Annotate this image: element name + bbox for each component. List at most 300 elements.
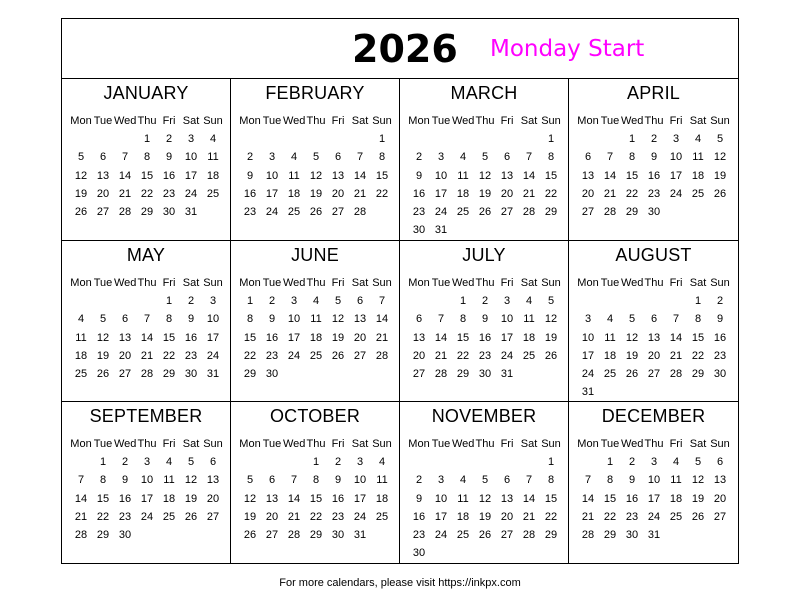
day-cell: 22 [625, 187, 639, 200]
day-cell: 26 [96, 368, 110, 381]
day-cell: 2 [268, 295, 276, 307]
day-cell: 28 [581, 529, 595, 542]
day-cell: 19 [309, 187, 323, 200]
day-cell: 28 [375, 349, 389, 362]
day-cell: 15 [544, 169, 558, 182]
day-cell: 3 [437, 474, 445, 487]
day-cell: 16 [647, 169, 661, 182]
weekday-label: Fri [500, 438, 514, 450]
day-cell: 2 [165, 133, 173, 145]
day-cell: 25 [74, 368, 88, 381]
day-cell: 27 [265, 529, 279, 542]
day-cell: 18 [375, 492, 389, 505]
day-cell: 14 [375, 313, 389, 326]
day-cell: 8 [143, 151, 151, 164]
day-cell: 23 [162, 187, 176, 200]
day-cell: 21 [522, 510, 536, 523]
day-cell: 19 [74, 187, 88, 200]
day-cell: 6 [334, 151, 342, 164]
day-cell: 5 [481, 151, 489, 164]
day-cell: 21 [140, 349, 154, 362]
empty-cell [408, 453, 430, 471]
day-cell: 21 [287, 510, 301, 523]
weekday-label: Sat [351, 277, 369, 289]
day-cell: 26 [309, 206, 323, 219]
day-cell: 11 [288, 169, 300, 182]
weekday-label: Fri [669, 277, 683, 289]
empty-cell [496, 130, 518, 148]
day-cell: 20 [118, 349, 132, 362]
weekday-label: Tue [93, 438, 113, 450]
day-cell: 9 [415, 492, 423, 505]
weekday-label: Thu [644, 438, 664, 450]
day-cell: 5 [694, 456, 702, 468]
day-cell: 23 [625, 510, 639, 523]
day-cell: 14 [581, 492, 595, 505]
day-cell: 22 [375, 187, 389, 200]
day-cell: 15 [96, 492, 110, 505]
weekday-header [70, 112, 224, 130]
weekday-label: Tue [431, 115, 451, 127]
week-start-label: Monday Start [490, 36, 645, 62]
day-cell: 26 [331, 349, 345, 362]
day-cell: 5 [187, 456, 195, 468]
day-cell: 20 [96, 187, 110, 200]
weekday-label: Wed [621, 115, 644, 127]
day-cell: 4 [378, 456, 386, 468]
day-cell: 19 [713, 169, 727, 182]
weekday-label: Sun [372, 277, 392, 289]
day-cell: 2 [415, 151, 423, 164]
weekday-label: Mon [577, 277, 599, 289]
day-cell: 14 [74, 492, 88, 505]
day-cell: 30 [162, 206, 176, 219]
day-cell: 13 [96, 169, 110, 182]
day-cell: 7 [290, 474, 298, 487]
empty-cell [283, 453, 305, 471]
day-cell: 28 [287, 529, 301, 542]
day-cell: 25 [206, 187, 220, 200]
empty-cell [408, 130, 430, 148]
empty-cell [430, 130, 452, 148]
day-cell: 14 [522, 169, 536, 182]
weekday-label: Fri [331, 438, 345, 450]
day-cell: 24 [581, 368, 595, 381]
day-cell: 12 [74, 169, 88, 182]
day-cell: 12 [713, 151, 727, 164]
day-cell: 8 [378, 151, 386, 164]
day-cell: 7 [606, 151, 614, 164]
day-cell: 30 [118, 529, 132, 542]
day-cell: 16 [162, 169, 176, 182]
day-cell: 15 [162, 331, 176, 344]
day-cell: 13 [647, 331, 661, 344]
day-cell: 14 [353, 169, 367, 182]
day-cell: 29 [96, 529, 110, 542]
day-cell: 24 [206, 349, 220, 362]
day-cell: 5 [547, 295, 555, 307]
day-cell: 18 [206, 169, 220, 182]
day-cell: 6 [268, 474, 276, 487]
day-cell: 26 [544, 349, 558, 362]
day-cell: 26 [625, 368, 639, 381]
day-cell: 20 [265, 510, 279, 523]
day-cell: 28 [522, 206, 536, 219]
day-cell: 12 [478, 492, 492, 505]
empty-cell [305, 130, 327, 148]
weekday-label: Tue [93, 277, 113, 289]
day-cell: 28 [140, 368, 154, 381]
weekday-label: Tue [262, 115, 282, 127]
weekday-label: Sat [520, 115, 538, 127]
day-cell: 13 [412, 331, 426, 344]
day-cell: 3 [209, 295, 217, 307]
day-cell: 11 [310, 313, 322, 326]
weekday-label: Mon [408, 115, 430, 127]
day-cell: 28 [603, 206, 617, 219]
weekday-label: Sat [520, 277, 538, 289]
day-cell: 10 [647, 474, 661, 487]
day-cell: 23 [412, 529, 426, 542]
day-cell: 17 [669, 169, 683, 182]
empty-cell [577, 130, 599, 148]
day-cell: 7 [77, 474, 85, 487]
weekday-label: Wed [114, 438, 137, 450]
day-cell: 30 [478, 368, 492, 381]
month-block [569, 402, 738, 563]
day-cell: 10 [206, 313, 220, 326]
weekday-header [577, 274, 731, 292]
weekday-label: Wed [283, 277, 306, 289]
day-cell: 5 [246, 474, 254, 487]
day-cell: 18 [162, 492, 176, 505]
calendar-frame [61, 18, 739, 564]
day-cell: 31 [206, 368, 220, 381]
day-cell: 15 [456, 331, 470, 344]
day-cell: 4 [459, 474, 467, 487]
day-cell: 4 [312, 295, 320, 307]
day-cell: 17 [140, 492, 154, 505]
day-cell: 25 [287, 206, 301, 219]
day-cell: 5 [628, 313, 636, 326]
day-cell: 24 [669, 187, 683, 200]
day-cell: 8 [312, 474, 320, 487]
weekday-label: Sat [520, 438, 538, 450]
day-cell: 17 [265, 187, 279, 200]
calendar-header [62, 19, 738, 79]
day-cell: 15 [243, 331, 257, 344]
day-cell: 27 [647, 368, 661, 381]
month-block [62, 79, 231, 241]
day-cell: 8 [547, 474, 555, 487]
day-cell: 14 [669, 331, 683, 344]
weekday-label: Sat [351, 115, 369, 127]
day-cell: 21 [434, 349, 448, 362]
day-cell: 20 [412, 349, 426, 362]
day-cell: 16 [412, 510, 426, 523]
day-cell: 31 [353, 529, 367, 542]
day-cell: 13 [500, 492, 514, 505]
weekday-label: Sun [710, 277, 730, 289]
weekday-label: Wed [452, 115, 475, 127]
day-cell: 22 [456, 349, 470, 362]
weekday-label: Sun [541, 438, 561, 450]
day-grid [239, 292, 393, 383]
day-cell: 12 [331, 313, 345, 326]
day-cell: 9 [415, 169, 423, 182]
day-cell: 28 [669, 368, 683, 381]
day-cell: 12 [309, 169, 323, 182]
day-cell: 21 [603, 187, 617, 200]
day-cell: 21 [353, 187, 367, 200]
day-cell: 1 [143, 133, 151, 145]
weekday-label: Sat [182, 115, 200, 127]
day-cell: 13 [581, 169, 595, 182]
weekday-label: Fri [669, 438, 683, 450]
day-cell: 13 [353, 313, 367, 326]
day-cell: 27 [353, 349, 367, 362]
day-cell: 16 [243, 187, 257, 200]
day-cell: 24 [184, 187, 198, 200]
weekday-label: Thu [306, 438, 326, 450]
day-cell: 8 [694, 313, 702, 326]
day-cell: 8 [628, 151, 636, 164]
day-cell: 25 [522, 349, 536, 362]
empty-cell [283, 130, 305, 148]
weekday-label: Fri [500, 115, 514, 127]
day-cell: 20 [500, 510, 514, 523]
weekday-label: Tue [93, 115, 113, 127]
day-cell: 20 [331, 187, 345, 200]
day-cell: 14 [522, 492, 536, 505]
empty-cell [599, 292, 621, 310]
empty-cell [239, 130, 261, 148]
day-cell: 22 [544, 510, 558, 523]
day-cell: 16 [184, 331, 198, 344]
footer-note: For more calendars, please visit https://inkpx.com [279, 577, 521, 589]
day-cell: 1 [547, 456, 555, 468]
empty-cell [621, 292, 643, 310]
day-cell: 25 [669, 510, 683, 523]
day-cell: 5 [481, 474, 489, 487]
day-grid [408, 292, 562, 383]
day-cell: 27 [206, 510, 220, 523]
day-cell: 18 [669, 492, 683, 505]
day-cell: 22 [243, 349, 257, 362]
day-cell: 10 [434, 492, 448, 505]
day-cell: 18 [309, 331, 323, 344]
day-cell: 6 [209, 456, 217, 468]
day-cell: 18 [603, 349, 617, 362]
day-cell: 18 [456, 187, 470, 200]
month-name: AUGUST [615, 245, 692, 265]
weekday-label: Thu [644, 115, 664, 127]
day-cell: 5 [77, 151, 85, 164]
month-block [231, 79, 400, 241]
month-name: MARCH [450, 83, 518, 103]
empty-cell [239, 453, 261, 471]
day-cell: 28 [522, 529, 536, 542]
weekday-label: Tue [431, 277, 451, 289]
day-cell: 25 [456, 206, 470, 219]
day-cell: 2 [246, 151, 254, 164]
weekday-label: Fri [331, 277, 345, 289]
day-cell: 19 [243, 510, 257, 523]
day-cell: 13 [500, 169, 514, 182]
day-cell: 30 [625, 529, 639, 542]
day-cell: 3 [503, 295, 511, 307]
day-cell: 9 [187, 313, 195, 326]
day-cell: 19 [544, 331, 558, 344]
day-cell: 16 [478, 331, 492, 344]
weekday-label: Tue [600, 438, 620, 450]
day-cell: 21 [669, 349, 683, 362]
day-cell: 11 [670, 474, 682, 487]
day-cell: 31 [184, 206, 198, 219]
day-grid [70, 130, 224, 221]
day-cell: 20 [581, 187, 595, 200]
weekday-label: Thu [644, 277, 664, 289]
day-cell: 20 [353, 331, 367, 344]
empty-cell [92, 130, 114, 148]
day-cell: 29 [456, 368, 470, 381]
day-cell: 17 [184, 169, 198, 182]
weekday-label: Thu [475, 438, 495, 450]
day-cell: 21 [581, 510, 595, 523]
day-cell: 14 [118, 169, 132, 182]
day-cell: 21 [375, 331, 389, 344]
month-block [569, 241, 738, 402]
weekday-label: Wed [621, 277, 644, 289]
day-cell: 18 [456, 510, 470, 523]
day-cell: 19 [331, 331, 345, 344]
day-cell: 16 [713, 331, 727, 344]
day-cell: 25 [309, 349, 323, 362]
day-cell: 27 [118, 368, 132, 381]
day-cell: 30 [713, 368, 727, 381]
day-cell: 3 [437, 151, 445, 164]
weekday-header [408, 274, 562, 292]
day-cell: 24 [434, 206, 448, 219]
empty-cell [349, 130, 371, 148]
day-cell: 1 [628, 133, 636, 145]
empty-cell [261, 130, 283, 148]
day-cell: 15 [309, 492, 323, 505]
day-cell: 28 [74, 529, 88, 542]
weekday-label: Mon [70, 115, 92, 127]
day-cell: 4 [672, 456, 680, 468]
day-cell: 30 [412, 547, 426, 560]
day-cell: 19 [96, 349, 110, 362]
day-cell: 19 [478, 510, 492, 523]
day-cell: 1 [312, 456, 320, 468]
day-cell: 15 [375, 169, 389, 182]
day-cell: 6 [503, 474, 511, 487]
day-cell: 26 [691, 510, 705, 523]
day-cell: 25 [375, 510, 389, 523]
day-cell: 11 [604, 331, 616, 344]
day-grid [239, 453, 393, 544]
day-cell: 23 [331, 510, 345, 523]
day-cell: 12 [184, 474, 198, 487]
day-cell: 14 [287, 492, 301, 505]
empty-cell [452, 453, 474, 471]
day-cell: 5 [334, 295, 342, 307]
day-grid [408, 130, 562, 240]
day-cell: 7 [525, 151, 533, 164]
day-cell: 8 [246, 313, 254, 326]
day-cell: 24 [500, 349, 514, 362]
weekday-header [577, 112, 731, 130]
day-cell: 15 [140, 169, 154, 182]
day-cell: 10 [287, 313, 301, 326]
weekday-label: Mon [239, 115, 261, 127]
day-cell: 13 [331, 169, 345, 182]
day-cell: 26 [478, 529, 492, 542]
empty-cell [518, 130, 540, 148]
weekday-label: Sat [182, 438, 200, 450]
weekday-label: Fri [669, 115, 683, 127]
weekday-header [70, 274, 224, 292]
weekday-label: Thu [137, 277, 157, 289]
empty-cell [70, 130, 92, 148]
day-cell: 1 [165, 295, 173, 307]
day-grid [577, 130, 731, 221]
weekday-label: Sun [372, 115, 392, 127]
day-cell: 31 [500, 368, 514, 381]
day-cell: 17 [581, 349, 595, 362]
day-cell: 23 [243, 206, 257, 219]
day-cell: 29 [691, 368, 705, 381]
day-cell: 27 [96, 206, 110, 219]
weekday-header [70, 435, 224, 453]
day-cell: 27 [500, 529, 514, 542]
weekday-label: Wed [621, 438, 644, 450]
day-cell: 27 [713, 510, 727, 523]
day-cell: 8 [459, 313, 467, 326]
day-cell: 9 [628, 474, 636, 487]
day-cell: 8 [547, 151, 555, 164]
day-cell: 6 [121, 313, 129, 326]
day-cell: 13 [206, 474, 220, 487]
day-cell: 10 [184, 151, 198, 164]
weekday-label: Wed [283, 115, 306, 127]
empty-cell [70, 453, 92, 471]
day-cell: 22 [544, 187, 558, 200]
weekday-label: Thu [306, 115, 326, 127]
day-cell: 3 [290, 295, 298, 307]
day-cell: 12 [544, 313, 558, 326]
empty-cell [327, 130, 349, 148]
weekday-label: Fri [162, 277, 176, 289]
day-cell: 9 [481, 313, 489, 326]
day-cell: 6 [584, 151, 592, 164]
day-cell: 21 [118, 187, 132, 200]
day-cell: 7 [378, 295, 386, 307]
day-cell: 1 [606, 456, 614, 468]
day-cell: 13 [265, 492, 279, 505]
weekday-label: Sun [541, 277, 561, 289]
day-cell: 27 [581, 206, 595, 219]
empty-cell [430, 453, 452, 471]
weekday-label: Tue [600, 277, 620, 289]
weekday-label: Tue [600, 115, 620, 127]
day-cell: 4 [694, 133, 702, 145]
month-name: FEBRUARY [265, 83, 365, 103]
day-cell: 26 [243, 529, 257, 542]
day-cell: 22 [162, 349, 176, 362]
weekday-label: Sun [372, 438, 392, 450]
